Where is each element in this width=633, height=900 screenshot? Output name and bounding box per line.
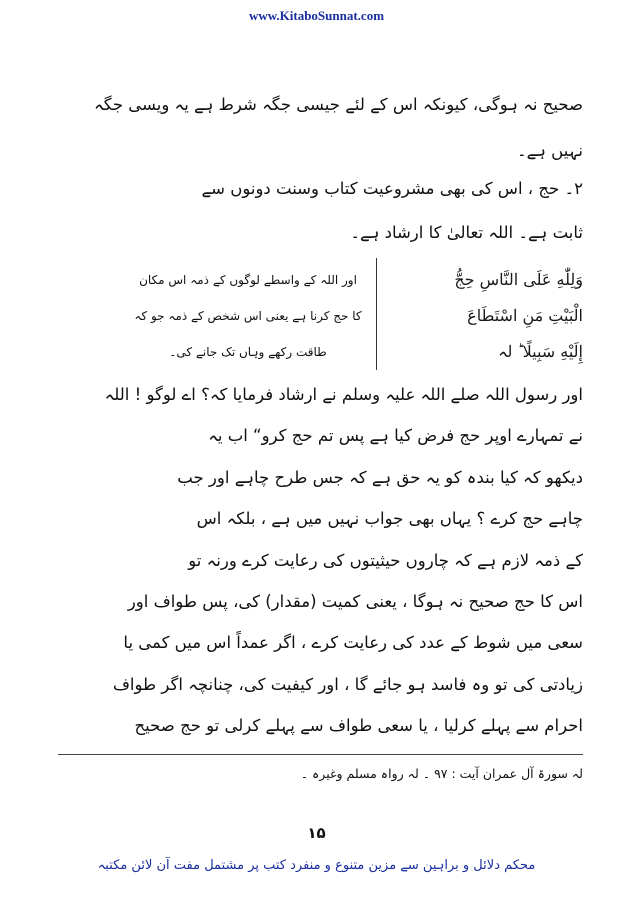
main-paragraph [58, 374, 583, 747]
paragraph-line: دیکھو کہ کیا بندہ کو یہ حق ہے کہ جس طرح چاہے اور جب [177, 467, 583, 487]
translation-line: کا حج کرنا ہے یعنی اس شخص کے ذمہ جو کہ [134, 309, 362, 323]
footer-banner: محکم دلائل و براہین سے مزین متنوع و منفرد کتب پر مشتمل مفت آن لائن مکتبہ [97, 858, 536, 873]
paragraph-line: زیادتی کی تو وہ فاسد ہو جائے گا ، اور کیفیت کی، چنانچہ اگر طواف [112, 674, 583, 694]
arabic-verse [390, 262, 583, 370]
paragraph-line: چاہے حج کرے ؟ یہاں بھی جواب نہیں میں ہے ، بلکہ اس [196, 509, 583, 529]
paragraph-line: کے ذمہ لازم ہے کہ چاروں حیثیتوں کی رعایت کرے ورنہ تو [188, 550, 583, 570]
paragraph-line: نے تمہارے اوپر حج فرض کیا ہے پس تم حج کرو“ اب یہ [208, 426, 583, 446]
paragraph-line: سعی میں شوط کے عدد کی رعایت کرے ، اگر عمداً اس میں کمی یا [123, 633, 583, 653]
paragraph-line: اور رسول اللہ صلے اللہ علیہ وسلم نے ارشاد فرمایا کہ؟ اے لوگو ! اللہ [104, 385, 583, 404]
translation-line: طاقت رکھے وہاں تک جانے کی۔ [169, 345, 327, 359]
translation-line: اور اللہ کے واسطے لوگوں کے ذمہ اس مکان [139, 273, 357, 287]
body-line-3: ۲۔ حج ، اس کی بھی مشروعیت کتاب وسنت دونوں سے [201, 179, 583, 198]
paragraph-line: احرام سے پہلے کرلیا ، یا سعی طواف سے پہلے کرلی تو حج صحیح [134, 716, 583, 736]
body-line-1: صحیح نہ ہوگی، کیونکہ اس کے لئے جیسی جگہ شرط ہے یہ ویسی جگہ [94, 95, 583, 114]
body-line-2: نہیں ہے۔ [516, 141, 583, 160]
arabic-verse-line: الْبَيْتِ مَنِ اسْتَطَاعَ [467, 306, 583, 325]
footnote: لہ سورۃ آل عمران آیت : ۹۷ ۔ لہ رواہ مسلم وغیرہ ۔ [300, 766, 583, 781]
page-number: ۱۵ [307, 824, 326, 842]
footnote-divider [58, 754, 583, 755]
paragraph-line: اس کا حج صحیح نہ ہوگا ، یعنی کمیت (مقدار) کی، پس طواف اور [127, 591, 583, 611]
arabic-verse-line: إِلَيْهِ سَبِيلًا ؕ لہ [498, 342, 583, 361]
site-url-header[interactable]: www.KitaboSunnat.com [248, 8, 385, 23]
body-line-4: ثابت ہے۔ اللہ تعالیٰ کا ارشاد ہے۔ [350, 223, 583, 242]
arabic-verse-line: وَلِلّٰهِ عَلَى النَّاسِ حِجُّ [454, 270, 583, 289]
verse-translation [130, 262, 366, 370]
verse-divider [376, 258, 377, 370]
